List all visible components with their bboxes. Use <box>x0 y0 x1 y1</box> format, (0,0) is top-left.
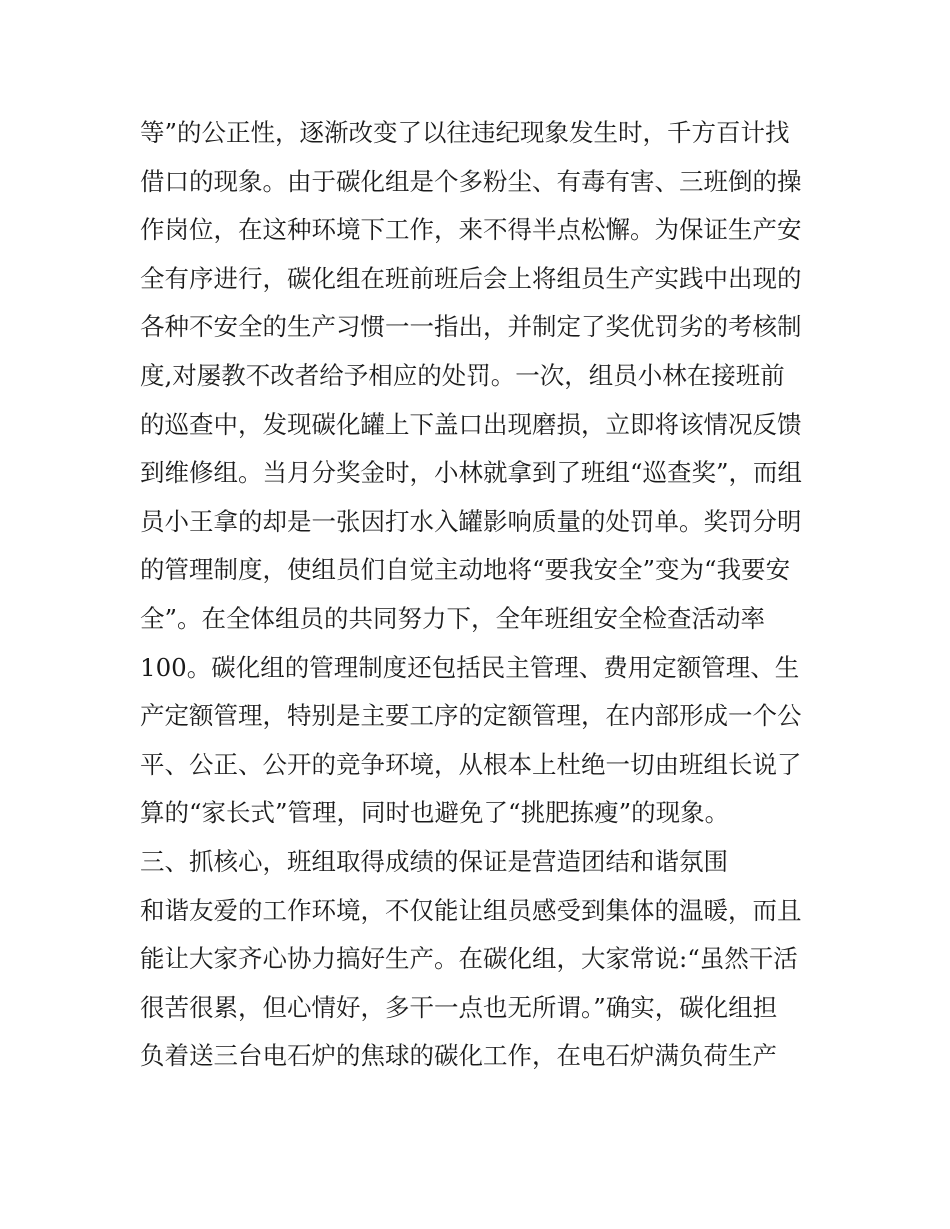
body-text <box>140 109 840 1081</box>
text-line-10: 的管理制度，使组员们自觉主动地将“要我安全”变为“我要安 <box>140 555 791 585</box>
text-line-11: 全”。在全体组员的共同努力下，全年班组安全检查活动率 <box>140 603 766 633</box>
text-line-12: 100。碳化组的管理制度还包括民主管理、费用定额管理、生 <box>140 652 800 682</box>
text-line-15: 算的“家长式”管理，同时也避免了“挑肥拣瘦”的现象。 <box>140 798 730 828</box>
text-line-9: 员小王拿的却是一张因打水入罐影响质量的处罚单。奖罚分明 <box>140 506 802 536</box>
text-line-8: 到维修组。当月分奖金时，小林就拿到了班组“巡查奖”，而组 <box>140 458 803 488</box>
text-line-17: 和谐友爱的工作环境，不仅能让组员感受到集体的温暖，而且 <box>140 895 802 925</box>
text-line-19: 很苦很累，但心情好，多干一点也无所谓。”确实，碳化组担 <box>140 992 778 1022</box>
text-line-2: 借口的现象。由于碳化组是个多粉尘、有毒有害、三班倒的操 <box>140 166 802 196</box>
text-line-6: 度,对屡教不改者给予相应的处罚。一次，组员小林在接班前 <box>140 360 785 390</box>
text-line-14: 平、公正、公开的竞争环境，从根本上杜绝一切由班组长说了 <box>140 749 802 779</box>
text-line-13: 产定额管理，特别是主要工序的定额管理，在内部形成一个公 <box>140 701 802 731</box>
text-line-18: 能让大家齐心协力搞好生产。在碳化组，大家常说:“虽然干活 <box>140 944 798 974</box>
text-line-3: 作岗位，在这种环境下工作，来不得半点松懈。为保证生产安 <box>140 215 802 245</box>
text-line-4: 全有序进行，碳化组在班前班后会上将组员生产实践中出现的 <box>140 263 802 293</box>
text-line-5: 各种不安全的生产习惯一一指出，并制定了奖优罚劣的考核制 <box>140 312 802 342</box>
text-line-1: 等”的公正性，逐渐改变了以往违纪现象发生时，千方百计找 <box>140 118 790 147</box>
section-heading: 三、抓核心，班组取得成绩的保证是营造团结和谐氛围 <box>140 846 728 876</box>
text-line-7: 的巡查中，发现碳化罐上下盖口出现磨损，立即将该情况反馈 <box>140 409 802 439</box>
text-line-20: 负着送三台电石炉的焦球的碳化工作，在电石炉满负荷生产 <box>140 1041 777 1071</box>
